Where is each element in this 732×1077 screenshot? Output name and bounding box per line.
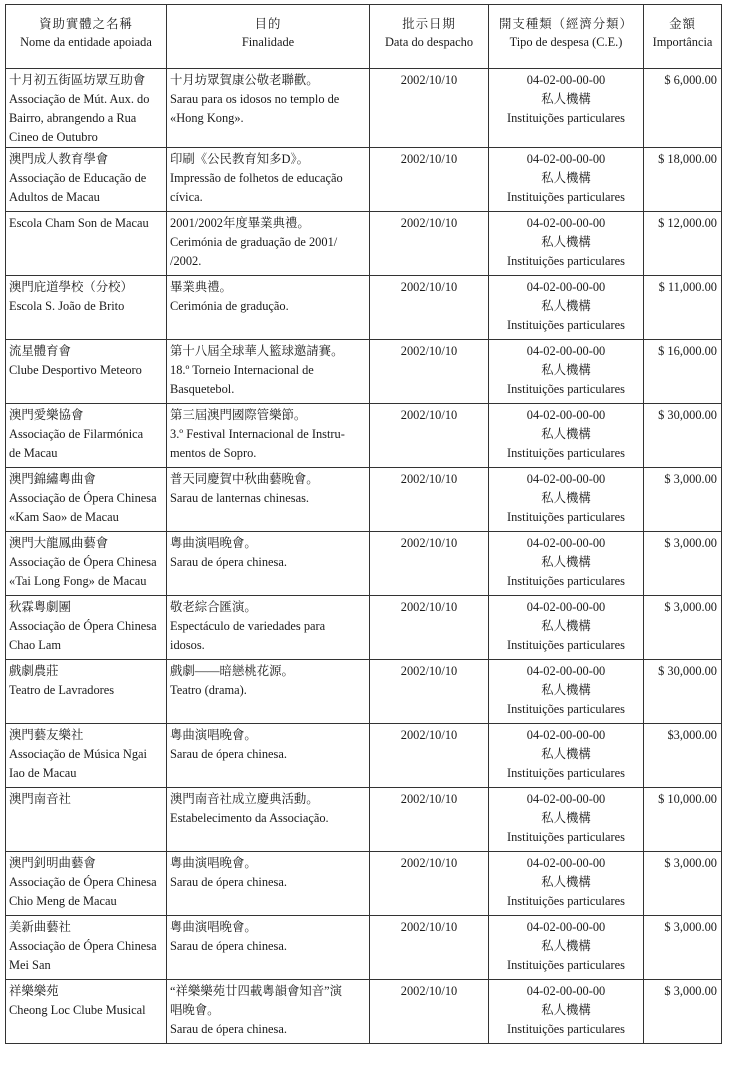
purpose-cell-line: “祥樂樂苑廿四載粵韻會知音”演 [170, 984, 343, 998]
purpose-cell-line: 粵曲演唱晚會。 [170, 920, 257, 934]
expense-type-cell-line: Instituições particulares [506, 958, 625, 972]
entity-name-cell-line: Escola S. João de Brito [9, 299, 125, 313]
table-row [6, 148, 722, 212]
expense-type-cell [489, 788, 644, 852]
dispatch-date-cell: 2002/10/10 [370, 852, 489, 916]
table-row [6, 660, 722, 724]
entity-name-cell-line: 澳門釗明曲藝會 [9, 856, 96, 870]
purpose-cell-line: 印刷《公民教育知多D》。 [170, 152, 310, 166]
dispatch-date-cell: 2002/10/10 [370, 212, 489, 276]
expense-type-cell-line: 04-02-00-00-00 [526, 344, 606, 358]
expense-type-cell-line: 私人機構 [541, 235, 591, 249]
expense-type-cell [489, 468, 644, 532]
purpose-cell-line: 2001/2002年度畢業典禮。 [170, 216, 310, 230]
header-purpose [167, 5, 370, 69]
entity-name-cell-line: 澳門大龍鳳曲藝會 [9, 536, 109, 550]
entity-name-cell-line: de Macau [9, 446, 58, 460]
purpose-cell [167, 276, 370, 340]
purpose-cell [167, 532, 370, 596]
table-row [6, 596, 722, 660]
purpose-cell [167, 468, 370, 532]
entity-name-cell-line: Cheong Loc Clube Musical [9, 1003, 146, 1017]
entity-name-cell-line: 戲劇農莊 [9, 664, 59, 678]
header-type-zh: 開支種類（經濟分類） [499, 17, 633, 31]
expense-type-cell-line: Instituições particulares [506, 766, 625, 780]
expense-type-cell-line: Instituições particulares [506, 702, 625, 716]
entity-name-cell [6, 852, 167, 916]
entity-name-cell-line: Associação de Música Ngai [9, 747, 147, 761]
dispatch-date-cell: 2002/10/10 [370, 532, 489, 596]
expense-type-cell [489, 660, 644, 724]
entity-name-cell-line: «Tai Long Fong» de Macau [9, 574, 147, 588]
expense-type-cell-line: Instituições particulares [506, 574, 625, 588]
dispatch-date-cell: 2002/10/10 [370, 980, 489, 1044]
purpose-cell [167, 980, 370, 1044]
expense-type-cell-line: 04-02-00-00-00 [526, 984, 606, 998]
entity-name-cell-line: Mei San [9, 958, 51, 972]
purpose-cell [167, 148, 370, 212]
purpose-cell-line: Impressão de folhetos de educação [170, 171, 343, 185]
expense-type-cell-line: 私人機構 [541, 171, 591, 185]
purpose-cell-line: 粵曲演唱晚會。 [170, 728, 257, 742]
entity-name-cell-line: 澳門庇道學校（分校） [9, 280, 133, 294]
expense-type-cell-line: 私人機構 [541, 491, 591, 505]
expense-type-cell-line: 04-02-00-00-00 [526, 856, 606, 870]
entity-name-cell [6, 660, 167, 724]
entity-name-cell-line: Associação de Mút. Aux. do [9, 92, 150, 106]
purpose-cell [167, 404, 370, 468]
dispatch-date-cell: 2002/10/10 [370, 276, 489, 340]
expense-type-cell-line: Instituições particulares [506, 510, 625, 524]
purpose-cell-line: 第三屆澳門國際管樂節。 [170, 408, 307, 422]
expense-type-cell [489, 724, 644, 788]
table-row [6, 69, 722, 148]
entity-name-cell-line: 澳門藝友樂社 [9, 728, 84, 742]
header-purpose-pt: Finalidade [241, 35, 295, 49]
expense-type-cell-line: Instituições particulares [506, 894, 625, 908]
entity-name-cell [6, 532, 167, 596]
expense-type-cell-line: 私人機構 [541, 811, 591, 825]
purpose-cell-line: Sarau de ópera chinesa. [170, 1022, 287, 1036]
expense-type-cell-line: 私人機構 [541, 92, 591, 106]
entity-name-cell-line: 澳門愛樂協會 [9, 408, 84, 422]
expense-type-cell-line: Instituições particulares [506, 638, 625, 652]
entity-name-cell-line: Chio Meng de Macau [9, 894, 117, 908]
table-row [6, 980, 722, 1044]
entity-name-cell [6, 596, 167, 660]
purpose-cell [167, 596, 370, 660]
dispatch-date-cell: 2002/10/10 [370, 916, 489, 980]
amount-cell: $ 3,000.00 [644, 916, 722, 980]
purpose-cell [167, 660, 370, 724]
purpose-cell-line: Cerimónia de graduação de 2001/ [170, 235, 338, 249]
expense-type-cell-line: 04-02-00-00-00 [526, 792, 606, 806]
amount-cell: $ 6,000.00 [644, 69, 722, 148]
header-amount [644, 5, 722, 69]
expense-type-cell-line: Instituições particulares [506, 382, 625, 396]
expense-type-cell [489, 596, 644, 660]
entity-name-cell [6, 468, 167, 532]
amount-cell: $ 3,000.00 [644, 980, 722, 1044]
amount-cell: $ 30,000.00 [644, 660, 722, 724]
expense-type-cell-line: 私人機構 [541, 1003, 591, 1017]
expense-type-cell [489, 916, 644, 980]
purpose-cell-line: 戲劇——暗戀桃花源。 [170, 664, 294, 678]
purpose-cell-line: 唱晚會。 [170, 1003, 220, 1017]
entity-name-cell [6, 404, 167, 468]
entity-name-cell [6, 69, 167, 148]
purpose-cell-line: Sarau de ópera chinesa. [170, 939, 287, 953]
expense-type-cell-line: Instituições particulares [506, 190, 625, 204]
expense-type-cell [489, 980, 644, 1044]
entity-name-cell [6, 916, 167, 980]
entity-name-cell-line: Adultos de Macau [9, 190, 100, 204]
expense-type-cell-line: Instituições particulares [506, 318, 625, 332]
expense-type-cell-line: 04-02-00-00-00 [526, 280, 606, 294]
table-row [6, 212, 722, 276]
purpose-cell [167, 69, 370, 148]
dispatch-date-cell: 2002/10/10 [370, 660, 489, 724]
dispatch-date-cell: 2002/10/10 [370, 69, 489, 148]
amount-cell: $ 18,000.00 [644, 148, 722, 212]
purpose-cell-line: cívica. [170, 190, 203, 204]
amount-cell: $ 16,000.00 [644, 340, 722, 404]
entity-name-cell-line: Associação de Ópera Chinesa [9, 555, 157, 569]
entity-name-cell [6, 340, 167, 404]
purpose-cell-line: 18.º Torneio Internacional de [170, 363, 314, 377]
dispatch-date-cell: 2002/10/10 [370, 724, 489, 788]
entity-name-cell-line: Chao Lam [9, 638, 61, 652]
expense-type-cell-line: Instituições particulares [506, 1022, 625, 1036]
purpose-cell-line: idosos. [170, 638, 205, 652]
entity-name-cell-line: 美新曲藝社 [9, 920, 71, 934]
purpose-cell-line: Sarau de ópera chinesa. [170, 555, 287, 569]
header-row [6, 5, 722, 69]
expense-type-cell [489, 212, 644, 276]
table-row [6, 404, 722, 468]
entity-name-cell-line: 澳門成人教育學會 [9, 152, 109, 166]
header-amount-pt: Importância [652, 35, 713, 49]
expense-type-cell [489, 852, 644, 916]
purpose-cell-line: /2002. [170, 254, 202, 268]
entity-name-cell-line: Teatro de Lavradores [9, 683, 115, 697]
dispatch-date-cell: 2002/10/10 [370, 596, 489, 660]
table-row [6, 276, 722, 340]
expense-type-cell-line: 私人機構 [541, 363, 591, 377]
purpose-cell-line: Teatro (drama). [170, 683, 247, 697]
purpose-cell-line: Sarau para os idosos no templo de [170, 92, 340, 106]
grants-table [5, 4, 722, 1044]
amount-cell: $ 11,000.00 [644, 276, 722, 340]
amount-cell: $ 3,000.00 [644, 596, 722, 660]
expense-type-cell-line: 私人機構 [541, 939, 591, 953]
expense-type-cell [489, 340, 644, 404]
expense-type-cell [489, 276, 644, 340]
expense-type-cell-line: 私人機構 [541, 619, 591, 633]
expense-type-cell-line: 私人機構 [541, 555, 591, 569]
entity-name-cell [6, 276, 167, 340]
dispatch-date-cell: 2002/10/10 [370, 468, 489, 532]
expense-type-cell-line: 04-02-00-00-00 [526, 728, 606, 742]
expense-type-cell-line: 04-02-00-00-00 [526, 664, 606, 678]
table-row [6, 468, 722, 532]
expense-type-cell-line: 04-02-00-00-00 [526, 152, 606, 166]
table-header [6, 5, 722, 69]
header-date-pt: Data do despacho [384, 35, 474, 49]
purpose-cell-line: 第十八屆全球華人籃球邀請賽。 [170, 344, 344, 358]
expense-type-cell-line: 04-02-00-00-00 [526, 920, 606, 934]
purpose-cell [167, 724, 370, 788]
expense-type-cell-line: 私人機構 [541, 299, 591, 313]
entity-name-cell [6, 212, 167, 276]
expense-type-cell-line: 私人機構 [541, 683, 591, 697]
entity-name-cell-line: Bairro, abrangendo a Rua [9, 111, 137, 125]
purpose-cell-line: «Hong Kong». [170, 111, 244, 125]
purpose-cell-line: 畢業典禮。 [170, 280, 232, 294]
table-row [6, 916, 722, 980]
purpose-cell-line: mentos de Sopro. [170, 446, 257, 460]
entity-name-cell-line: «Kam Sao» de Macau [9, 510, 119, 524]
expense-type-cell-line: 04-02-00-00-00 [526, 600, 606, 614]
purpose-cell-line: 粵曲演唱晚會。 [170, 536, 257, 550]
expense-type-cell-line: 04-02-00-00-00 [526, 73, 606, 87]
dispatch-date-cell: 2002/10/10 [370, 148, 489, 212]
amount-cell: $ 30,000.00 [644, 404, 722, 468]
table-row [6, 532, 722, 596]
header-purpose-zh: 目的 [254, 17, 282, 31]
header-type-pt: Tipo de despesa (C.E.) [509, 35, 623, 49]
entity-name-cell [6, 788, 167, 852]
entity-name-cell-line: 流星體育會 [9, 344, 71, 358]
entity-name-cell [6, 724, 167, 788]
header-type [489, 5, 644, 69]
entity-name-cell-line: Associação de Educação de [9, 171, 147, 185]
purpose-cell [167, 916, 370, 980]
header-date [370, 5, 489, 69]
table-row [6, 724, 722, 788]
entity-name-cell-line: Escola Cham Son de Macau [9, 216, 149, 230]
purpose-cell-line: 3.º Festival Internacional de Instru- [170, 427, 345, 441]
purpose-cell-line: 十月坊眾賀康公敬老聯歡。 [170, 73, 319, 87]
amount-cell: $ 3,000.00 [644, 468, 722, 532]
entity-name-cell-line: 澳門南音社 [9, 792, 71, 806]
table-body [6, 69, 722, 1044]
header-entity-zh: 資助實體之名稱 [39, 17, 133, 31]
dispatch-date-cell: 2002/10/10 [370, 788, 489, 852]
entity-name-cell-line: 澳門錦繡粵曲會 [9, 472, 96, 486]
amount-cell: $ 3,000.00 [644, 852, 722, 916]
purpose-cell [167, 788, 370, 852]
entity-name-cell-line: Associação de Ópera Chinesa [9, 875, 157, 889]
entity-name-cell-line: Associação de Ópera Chinesa [9, 491, 157, 505]
amount-cell: $ 10,000.00 [644, 788, 722, 852]
entity-name-cell-line: Associação de Ópera Chinesa [9, 939, 157, 953]
expense-type-cell-line: Instituições particulares [506, 254, 625, 268]
purpose-cell-line: Espectáculo de variedades para [170, 619, 326, 633]
entity-name-cell-line: 十月初五街區坊眾互助會 [9, 73, 146, 87]
expense-type-cell-line: 04-02-00-00-00 [526, 472, 606, 486]
expense-type-cell-line: Instituições particulares [506, 830, 625, 844]
entity-name-cell-line: Associação de Filarmónica [9, 427, 144, 441]
entity-name-cell [6, 148, 167, 212]
purpose-cell-line: 粵曲演唱晚會。 [170, 856, 257, 870]
dispatch-date-cell: 2002/10/10 [370, 404, 489, 468]
header-entity-pt: Nome da entidade apoiada [20, 35, 152, 49]
entity-name-cell-line: Cineo de Outubro [9, 130, 98, 144]
expense-type-cell [489, 532, 644, 596]
expense-type-cell-line: 私人機構 [541, 875, 591, 889]
purpose-cell-line: 敬老綜合匯演。 [170, 600, 257, 614]
table-row [6, 340, 722, 404]
purpose-cell-line: 澳門南音社成立慶典活動。 [170, 792, 319, 806]
entity-name-cell-line: Clube Desportivo Meteoro [9, 363, 142, 377]
amount-cell: $ 12,000.00 [644, 212, 722, 276]
header-date-zh: 批示日期 [402, 17, 456, 31]
purpose-cell-line: Sarau de ópera chinesa. [170, 875, 287, 889]
entity-name-cell-line: Iao de Macau [9, 766, 77, 780]
table-row [6, 788, 722, 852]
amount-cell: $3,000.00 [644, 724, 722, 788]
purpose-cell-line: Sarau de ópera chinesa. [170, 747, 287, 761]
header-amount-zh: 金額 [669, 17, 696, 31]
expense-type-cell-line: 私人機構 [541, 427, 591, 441]
purpose-cell-line: Basquetebol. [170, 382, 235, 396]
purpose-cell [167, 212, 370, 276]
dispatch-date-cell: 2002/10/10 [370, 340, 489, 404]
expense-type-cell-line: 04-02-00-00-00 [526, 536, 606, 550]
entity-name-cell-line: 祥樂樂苑 [9, 984, 59, 998]
entity-name-cell-line: Associação de Ópera Chinesa [9, 619, 157, 633]
amount-cell: $ 3,000.00 [644, 532, 722, 596]
expense-type-cell-line: Instituições particulares [506, 446, 625, 460]
expense-type-cell-line: 04-02-00-00-00 [526, 408, 606, 422]
purpose-cell-line: Cerimónia de gradução. [170, 299, 289, 313]
header-entity [6, 5, 167, 69]
purpose-cell [167, 340, 370, 404]
expense-type-cell [489, 148, 644, 212]
entity-name-cell-line: 秋霖粵劇團 [9, 600, 71, 614]
expense-type-cell-line: 04-02-00-00-00 [526, 216, 606, 230]
purpose-cell-line: Estabelecimento da Associação. [170, 811, 329, 825]
entity-name-cell [6, 980, 167, 1044]
purpose-cell-line: Sarau de lanternas chinesas. [170, 491, 309, 505]
expense-type-cell [489, 404, 644, 468]
table-row [6, 852, 722, 916]
expense-type-cell-line: Instituições particulares [506, 111, 625, 125]
expense-type-cell-line: 私人機構 [541, 747, 591, 761]
purpose-cell-line: 普天同慶賀中秋曲藝晚會。 [170, 472, 319, 486]
purpose-cell [167, 852, 370, 916]
expense-type-cell [489, 69, 644, 148]
